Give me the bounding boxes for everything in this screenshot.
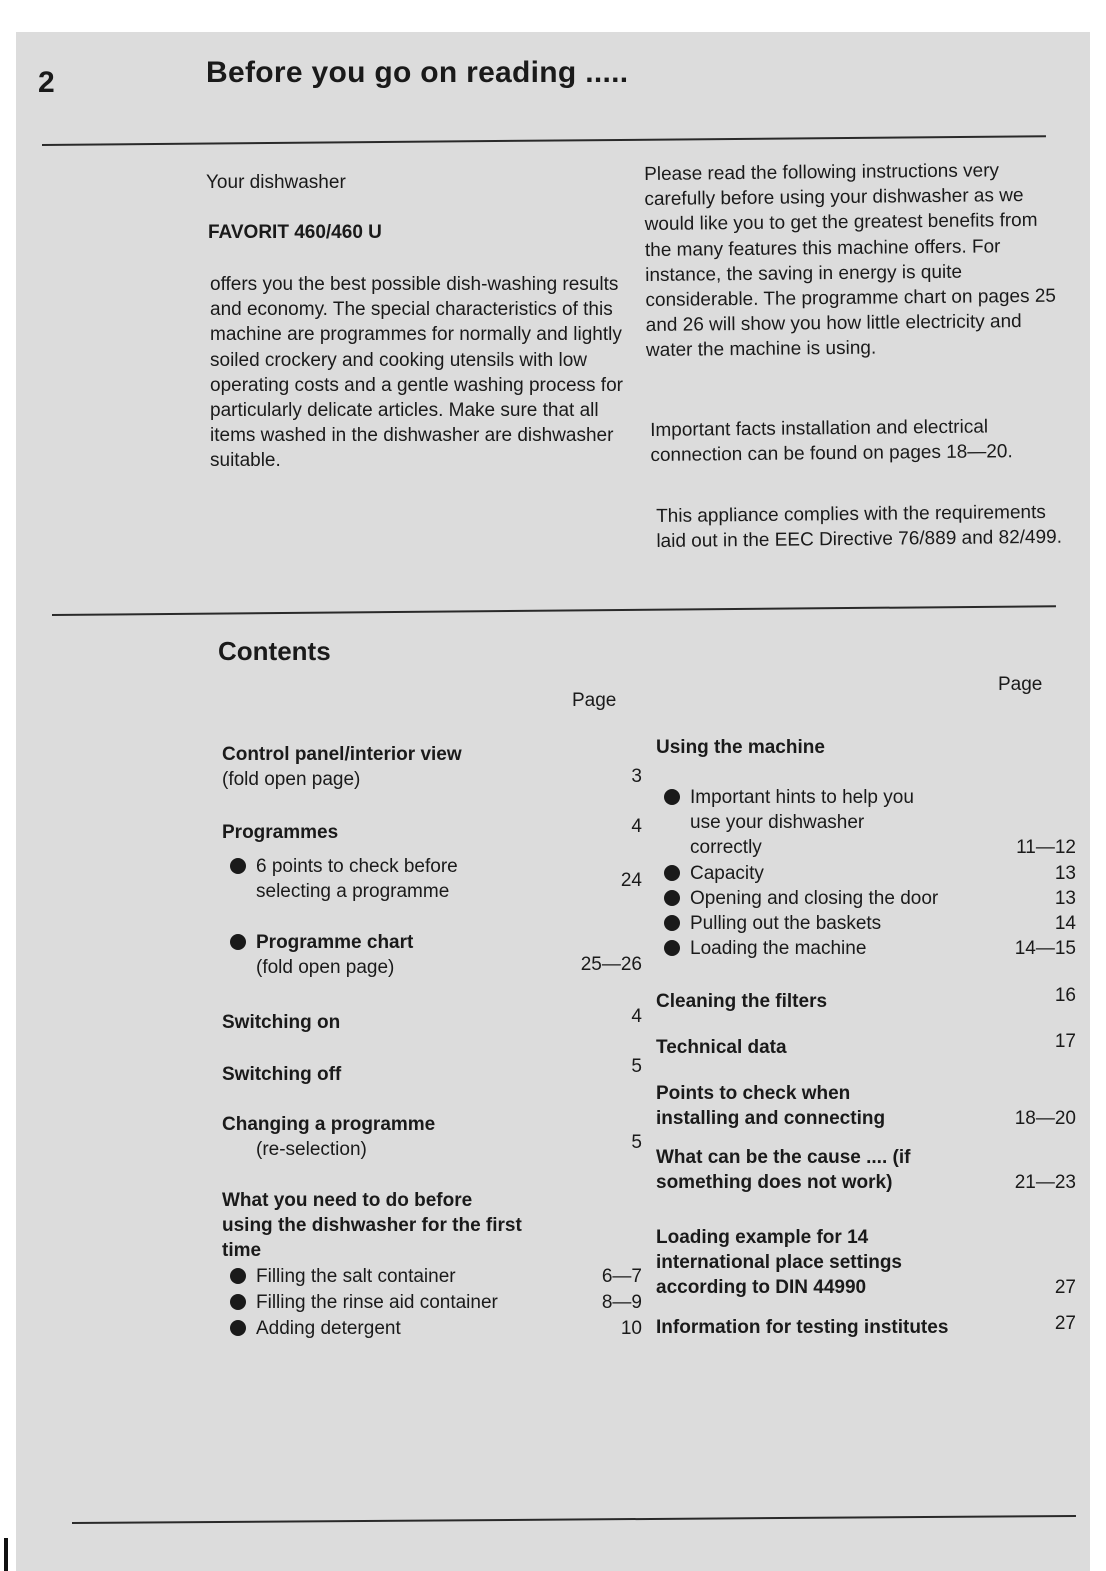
toc-entry-title: Switching off — [222, 1064, 342, 1085]
toc-entry[interactable] — [656, 911, 1076, 936]
toc-page: 3 — [631, 766, 642, 787]
toc-entry-title: Adding detergent — [256, 1318, 401, 1339]
toc-entry[interactable] — [222, 1188, 642, 1263]
toc-page: 5 — [631, 1056, 642, 1077]
toc-entry-title: What you need to do before using the dishwasher for the first time — [222, 1190, 522, 1261]
bullet-icon — [664, 890, 680, 906]
toc-entry-title: Control panel/interior view — [222, 744, 462, 765]
toc-page: 8—9 — [601, 1292, 642, 1313]
toc-entry[interactable] — [222, 1264, 642, 1289]
toc-page: 16 — [1054, 985, 1076, 1006]
toc-page: 17 — [1054, 1031, 1076, 1052]
toc-page: 25—26 — [580, 954, 642, 975]
bullet-icon — [230, 1320, 246, 1336]
manual-page — [16, 32, 1090, 1571]
bullet-icon — [664, 940, 680, 956]
toc-page: 5 — [631, 1132, 642, 1153]
margin-mark — [4, 1538, 8, 1571]
page-number: 2 — [38, 66, 55, 99]
model-name: FAVORIT 460/460 U — [208, 222, 382, 243]
bullet-icon — [664, 915, 680, 931]
toc-entry[interactable] — [656, 1225, 1076, 1300]
toc-entry[interactable] — [656, 1145, 1076, 1195]
toc-entry-title: Filling the rinse aid container — [256, 1292, 498, 1313]
toc-entry[interactable] — [222, 742, 642, 792]
bullet-icon — [230, 858, 246, 874]
page-column-label: Page — [572, 690, 617, 711]
installation-facts-paragraph: Important facts installation and electrical connection can be found on pages 18—20. — [650, 416, 1013, 467]
toc-entry[interactable] — [222, 1056, 642, 1087]
toc-entry[interactable] — [656, 1031, 1076, 1060]
toc-entry-title: Switching on — [222, 1012, 341, 1033]
toc-entry-title: Changing a programme — [222, 1114, 436, 1135]
toc-entry-title: Cleaning the filters — [656, 991, 828, 1012]
toc-page: 14 — [1054, 913, 1076, 934]
toc-entry[interactable] — [656, 861, 1076, 886]
page-column-label: Page — [998, 674, 1043, 695]
divider — [72, 1515, 1076, 1524]
toc-entry[interactable] — [656, 985, 1076, 1014]
toc-entry-title: Loading the machine — [690, 938, 867, 959]
toc-page: 27 — [1054, 1313, 1076, 1334]
bullet-icon — [230, 934, 246, 950]
bullet-icon — [664, 865, 680, 881]
toc-entry-title: Information for testing institutes — [656, 1317, 949, 1338]
toc-entry[interactable] — [656, 785, 1076, 860]
toc-page: 14—15 — [1014, 938, 1076, 959]
toc-entry[interactable] — [222, 1006, 642, 1035]
page-title: Before you go on reading ..... — [206, 56, 629, 89]
divider — [52, 605, 1056, 616]
intro-label: Your dishwasher — [206, 172, 346, 193]
toc-entry-title: Opening and closing the door — [690, 888, 939, 909]
toc-entry[interactable] — [222, 1316, 642, 1341]
toc-entry[interactable] — [222, 854, 642, 904]
toc-entry[interactable] — [656, 886, 1076, 911]
toc-entry[interactable] — [222, 1112, 642, 1162]
toc-page: 6—7 — [601, 1266, 642, 1287]
intro-paragraph: offers you the best possible dish-washing results and economy. The special characteristics of this machine are programmes for normally and lightly soiled crockery and cooking utensils with low operating costs and a gentle washing process for particularly delicate articles. Make sure that all items washed in the dishwasher are dishwasher suitable. — [210, 274, 623, 472]
toc-page: 4 — [631, 816, 642, 837]
toc-entry-title: Loading example for 14 international place settings according to DIN 44990 — [656, 1227, 902, 1298]
toc-entry[interactable] — [656, 735, 1076, 760]
toc-entry-title: Pulling out the baskets — [690, 913, 882, 934]
toc-entry-note: (fold open page) — [256, 957, 395, 978]
toc-entry-title: Technical data — [656, 1037, 787, 1058]
toc-entry-title: What can be the cause .... (if something does not work) — [656, 1147, 911, 1193]
toc-entry[interactable] — [222, 930, 642, 980]
toc-entry-title: Using the machine — [656, 737, 825, 758]
toc-page: 21—23 — [1014, 1172, 1076, 1193]
toc-page: 13 — [1054, 888, 1076, 909]
toc-page: 4 — [631, 1006, 642, 1027]
toc-page: 13 — [1054, 863, 1076, 884]
toc-entry[interactable] — [656, 1081, 1076, 1131]
bullet-icon — [230, 1294, 246, 1310]
bullet-icon — [230, 1268, 246, 1284]
bullet-icon — [664, 789, 680, 805]
instructions-paragraph: Please read the following instructions very carefully before using your dishwasher as we would like you to get the greatest benefits from the many features this machine offers. For instance, the saving in energy is quite considerable. The programme chart on pages 25 and 26 will show you how little electricity and water the machine is using. — [644, 160, 1057, 362]
eec-compliance-paragraph: This appliance complies with the requirements laid out in the EEC Directive 76/889 and 82/499. — [656, 501, 1063, 553]
toc-entry-title: Capacity — [690, 863, 764, 884]
toc-entry-title: Programmes — [222, 822, 339, 843]
toc-page: 18—20 — [1014, 1108, 1076, 1129]
toc-entry-title: Programme chart — [256, 932, 414, 953]
toc-entry-title: 6 points to check before selecting a programme — [256, 856, 458, 902]
toc-page: 27 — [1054, 1277, 1076, 1298]
toc-entry-title: Important hints to help you use your dishwasher correctly — [690, 787, 914, 858]
toc-entry-note: (fold open page) — [222, 769, 361, 790]
toc-entry[interactable] — [656, 1315, 1076, 1340]
toc-entry-note: (re-selection) — [256, 1139, 367, 1160]
toc-entry[interactable] — [222, 816, 642, 845]
toc-page: 10 — [620, 1318, 642, 1339]
toc-entry[interactable] — [656, 936, 1076, 961]
toc-entry-title: Filling the salt container — [256, 1266, 456, 1287]
contents-heading: Contents — [218, 636, 331, 666]
toc-page: 24 — [620, 870, 642, 891]
toc-entry[interactable] — [222, 1290, 642, 1315]
divider — [42, 135, 1046, 146]
toc-page: 11—12 — [1016, 837, 1076, 858]
toc-entry-title: Points to check when installing and connecting — [656, 1083, 886, 1129]
